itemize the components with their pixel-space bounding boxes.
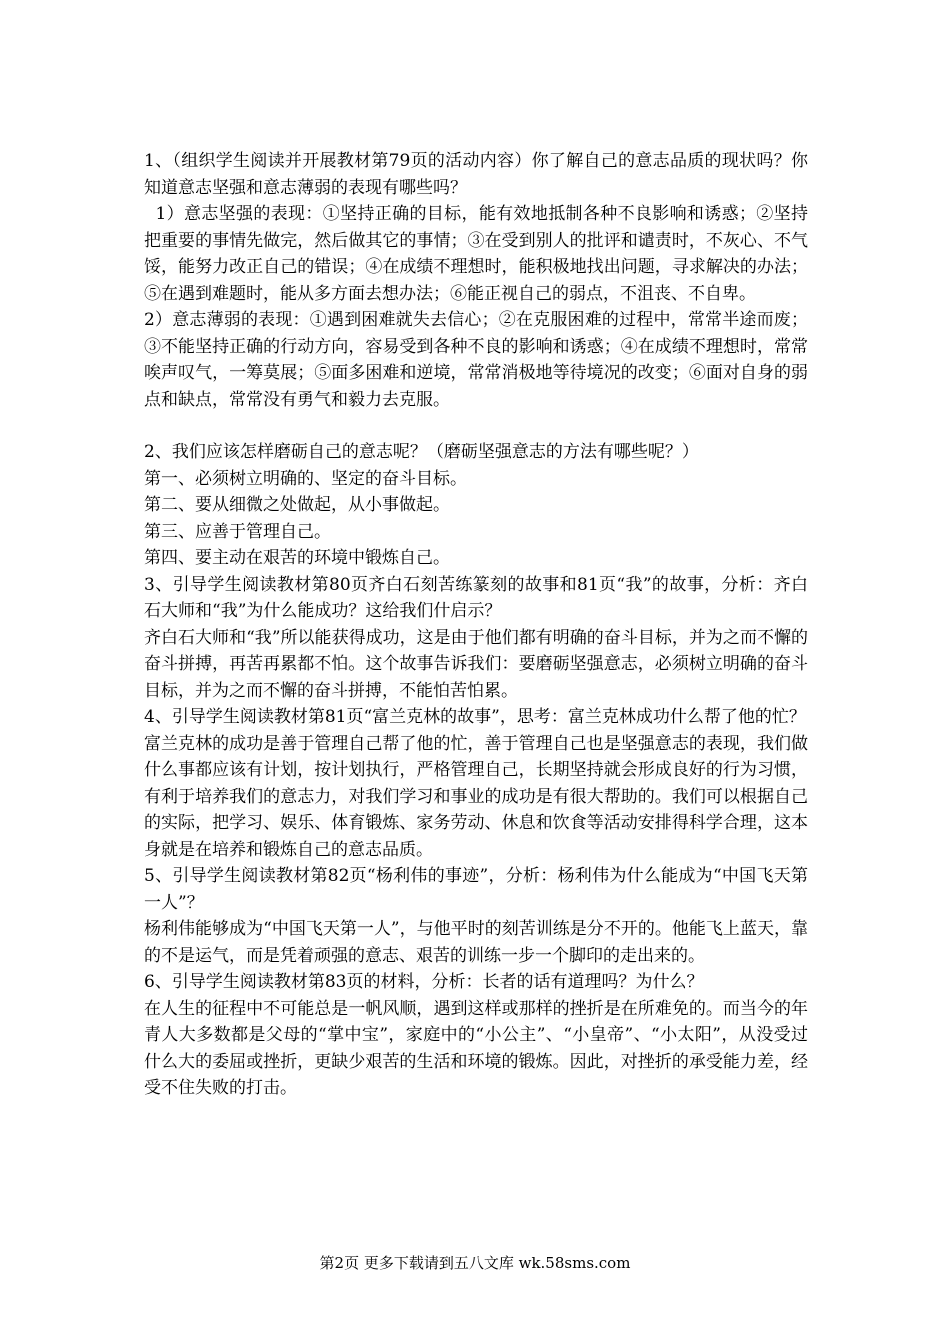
paragraph-q6: 6、引导学生阅读教材第83页的材料，分析：长者的话有道理吗？为什么？ [144,972,704,992]
paragraph-q5: 5、引导学生阅读教材第82页“杨利伟的事迹”，分析：杨利伟为什么能成为“中国飞天第一人”？ [144,866,808,913]
paragraph-q2: 2、我们应该怎样磨砺自己的意志呢？（磨砺坚强意志的方法有哪些呢？） [144,442,699,462]
paragraph-q3: 3、引导学生阅读教材第80页齐白石刻苦练篆刻的故事和81页“我”的故事，分析：齐白石大师和“我”为什么能成功？这给我们什启示？ [144,574,808,621]
paragraph-strong-will: 1）意志坚强的表现：①坚持正确的目标，能有效地抵制各种不良影响和诱惑；②坚持把重要的事情先做完，然后做其它的事情；③在受到别人的批评和谴责时，不灰心、不气馁，能努力改正自己的错误；④在成绩不理想时，能积极地找出问题，寻求解决的办法；⑤在遇到难题时，能从多方面去想办法；⑥能正视自己的弱点，不沮丧、不自卑。 [144,204,808,304]
paragraph-method-2: 第二、要从细微之处做起，从小事做起。 [144,495,450,515]
paragraph-a3: 齐白石大师和“我”所以能获得成功，这是由于他们都有明确的奋斗目标，并为之而不懈的奋斗拼搏，再苦再累都不怕。这个故事告诉我们：要磨砺坚强意志，必须树立明确的奋斗目标，并为之而不懈的奋斗拼搏，不能怕苦怕累。 [144,627,808,701]
page-footer: 第2页 更多下载请到五八文库 wk.58sms.com [319,1254,631,1272]
paragraph-gap [144,413,808,439]
paragraph-weak-will: 2）意志薄弱的表现：①遇到困难就失去信心；②在克服困难的过程中，常常半途而废；③不能坚持正确的行动方向，容易受到各种不良的影响和诱惑；④在成绩不理想时，常常唉声叹气，一筹莫展；⑤面多困难和逆境，常常消极地等待境况的改变；⑥面对自身的弱点和缺点，常常没有勇气和毅力去克服。 [144,310,808,410]
paragraph-q4: 4、引导学生阅读教材第81页“富兰克林的故事”，思考：富兰克林成功什么帮了他的忙？ [144,707,806,727]
paragraph-a4: 富兰克林的成功是善于管理自己帮了他的忙，善于管理自己也是坚强意志的表现，我们做什么事都应该有计划，按计划执行，严格管理自己，长期坚持就会形成良好的行为习惯，有利于培养我们的意志力，对我们学习和事业的成功是有很大帮助的。我们可以根据自己的实际，把学习、娱乐、体育锻炼、家务劳动、休息和饮食等活动安排得科学合理，这本身就是在培养和锻炼自己的意志品质。 [144,733,808,860]
paragraph-a5: 杨利伟能够成为“中国飞天第一人”，与他平时的刻苦训练是分不开的。他能飞上蓝天，靠的不是运气，而是凭着顽强的意志、艰苦的训练一步一个脚印的走出来的。 [144,919,808,966]
paragraph-method-1: 第一、必须树立明确的、坚定的奋斗目标。 [144,468,467,489]
paragraph-method-3: 第三、应善于管理自己。 [144,521,331,542]
paragraph-q1: 1、（组织学生阅读并开展教材第79页的活动内容）你了解自己的意志品质的现状吗？你知道意志坚强和意志薄弱的表现有哪些吗？ [144,151,808,198]
paragraph-method-4: 第四、要主动在艰苦的环境中锻炼自己。 [144,548,450,568]
document-body [144,148,808,1102]
paragraph-a6: 在人生的征程中不可能总是一帆风顺，遇到这样或那样的挫折是在所难免的。而当今的年青人大多数都是父母的“掌中宝”，家庭中的“小公主”、“小皇帝”、“小太阳”，从没受过什么大的委屈或挫折，更缺少艰苦的生活和环境的锻炼。因此，对挫折的承受能力差，经受不住失败的打击。 [144,998,808,1098]
